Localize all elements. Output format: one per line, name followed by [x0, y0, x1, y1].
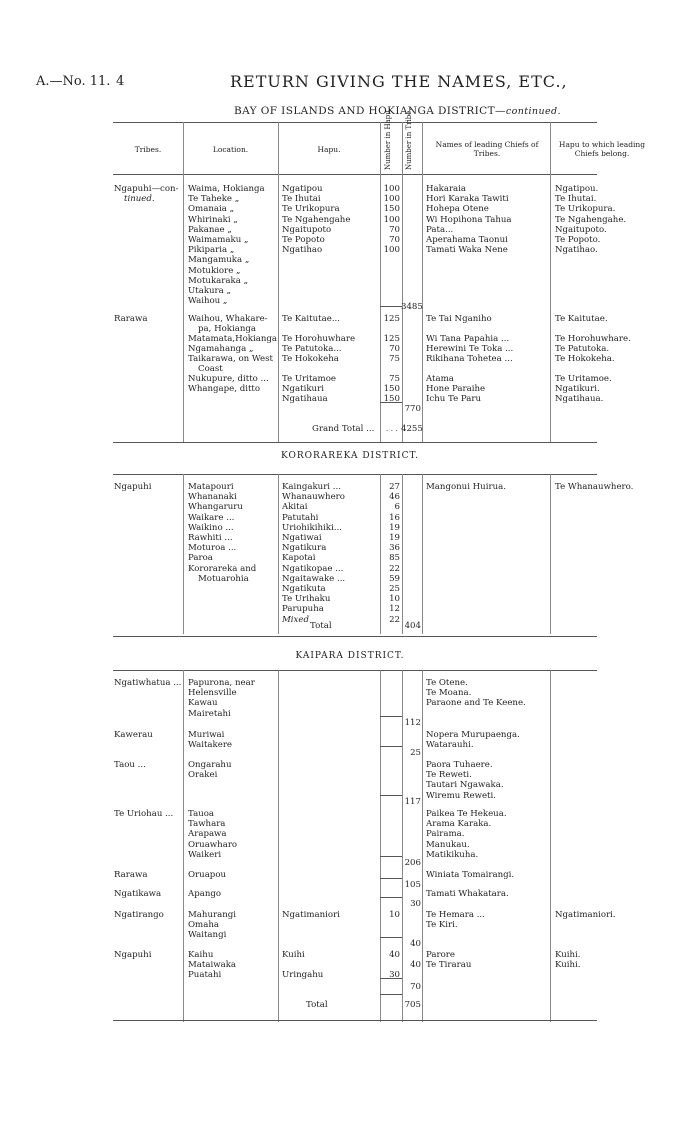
- chief-hapu: Kuihi.: [555, 960, 581, 970]
- col-divider: [278, 122, 279, 442]
- hapu-cell: Te Patutoka...: [282, 344, 342, 354]
- location-cell: Mahurangi: [188, 910, 237, 920]
- subtotal-rule: [380, 306, 402, 307]
- chief-name: Te Hemara ...: [426, 910, 485, 920]
- hapu-cell: Ngatikopae ...: [282, 563, 344, 574]
- location-cell: Omanaia „: [188, 204, 235, 215]
- location-cell: Te Taheke „: [188, 194, 240, 205]
- hapu-cell: Ngatikuri: [282, 384, 324, 394]
- chief-name: Herewini Te Toka ...: [426, 344, 514, 354]
- location-cell: Kawau: [188, 698, 218, 709]
- chief-hapu: Te Horohuwhare.: [555, 334, 631, 344]
- location-cell: Motuarohia: [198, 573, 249, 584]
- chief-name: Pairama.: [426, 829, 465, 840]
- chief-hapu: Ngatihao.: [555, 245, 598, 256]
- location-cell: Waitangi: [188, 930, 227, 941]
- location-cell: Paroa: [188, 553, 213, 564]
- location-cell: Pakanae „: [188, 224, 232, 235]
- hapu-number: 100: [383, 194, 400, 205]
- col-divider: [183, 474, 184, 634]
- chief-hapu: Kuihi.: [555, 950, 581, 960]
- tribe-name-cont: tinued.: [124, 194, 155, 204]
- chief-name: Te Moana.: [426, 688, 472, 699]
- tribe-total: 105: [404, 880, 421, 890]
- location-cell: Motukiore „: [188, 265, 241, 276]
- chief-name: Aperahama Taonui: [426, 235, 508, 245]
- location-cell: Taikarawa, on West: [188, 354, 273, 364]
- hapu-number: 10: [389, 910, 400, 920]
- hapu-number: 27: [389, 482, 400, 492]
- hapu-number: 150: [383, 204, 400, 215]
- subtotal-rule: [380, 856, 402, 857]
- tribe-name: Ngatikawa: [114, 889, 162, 899]
- chief-name: Ichu Te Paru: [426, 394, 482, 404]
- hapu-number: 85: [389, 553, 400, 564]
- location-cell: Coast: [198, 364, 223, 374]
- section-title: KAIPARA DISTRICT.: [295, 651, 405, 661]
- chief-hapu: Ngatikuri.: [555, 384, 600, 394]
- chief-name: Hone Paraihe: [426, 384, 486, 394]
- col-divider: [422, 670, 423, 1022]
- hapu-number: 19: [389, 522, 400, 533]
- location-cell: Kaihu: [188, 950, 214, 960]
- section-rule: [113, 474, 597, 475]
- hapu-cell: Ngatikura: [282, 543, 327, 554]
- col-header-num-tribe: Number in Tribe.: [405, 108, 413, 170]
- table-bottom-rule: [113, 1020, 597, 1021]
- hapu-number: 100: [383, 245, 400, 256]
- location-cell: Nukupure, ditto ...: [188, 374, 269, 384]
- hapu-number: 70: [389, 235, 400, 245]
- hapu-number: 16: [389, 512, 400, 523]
- page-title: RETURN GIVING THE NAMES, ETC.,: [230, 72, 568, 91]
- location-cell: Apango: [188, 889, 222, 899]
- hapu-cell: Mixed: [282, 614, 309, 625]
- hapu-number: 100: [383, 184, 400, 194]
- hapu-number: 59: [389, 573, 400, 584]
- chief-name: Mangonui Huirua.: [426, 482, 506, 492]
- header-bottom-rule: [113, 174, 597, 175]
- chief-name: Pata...: [426, 224, 454, 235]
- location-cell: Motukaraka „: [188, 275, 249, 286]
- location-cell: Matamata,Hokianga: [188, 334, 277, 344]
- hapu-cell: Te Hokokeha: [282, 354, 339, 364]
- location-cell: Moturoa ...: [188, 543, 237, 554]
- hapu-number: 25: [389, 584, 400, 594]
- tribe-total: 40: [410, 960, 421, 970]
- tribe-total: 40: [410, 939, 421, 949]
- location-cell: Tauoa: [188, 809, 215, 819]
- tribe-total: 112: [404, 718, 421, 728]
- location-cell: Oruapou: [188, 870, 227, 880]
- chief-hapu: Te Patutoka.: [555, 344, 610, 354]
- hapu-cell: Te Ngahengahe: [282, 214, 351, 225]
- hapu-cell: Ngaitawake ...: [282, 573, 346, 584]
- location-cell: Mangamuka „: [188, 255, 250, 266]
- hapu-cell: Ngatihaua: [282, 394, 328, 404]
- location-cell: Waihou, Whakare-: [188, 314, 268, 324]
- col-header-location: Location.: [212, 145, 249, 154]
- tribe-total: 770: [404, 404, 421, 414]
- subtotal-rule: [380, 937, 402, 938]
- hapu-cell: Te Urikopura: [282, 204, 340, 215]
- chief-name: Manukau.: [426, 839, 470, 850]
- hapu-cell: Te Ihutai: [282, 194, 321, 205]
- chief-name: Watarauhi.: [426, 740, 474, 751]
- chief-hapu: Ngatihaua.: [555, 394, 604, 404]
- col-divider: [550, 474, 551, 634]
- hapu-cell: Ngatiwai: [282, 533, 322, 543]
- col-header-hapu-belong: Hapu to which leading Chiefs belong.: [558, 140, 646, 158]
- subtitle-continued: continued.: [505, 106, 561, 117]
- tribe-total: 70: [410, 982, 421, 992]
- tribe-name: Te Uriohau ...: [114, 809, 174, 819]
- chief-name: Wi Tana Papahia ...: [426, 334, 510, 344]
- location-cell: Mataiwaka: [188, 960, 237, 971]
- chief-name: Atama: [426, 374, 454, 384]
- tribe-name: Ngatiwhatua ...: [114, 678, 182, 688]
- hapu-number: 22: [389, 563, 400, 574]
- hapu-number: 19: [389, 533, 400, 543]
- chief-name: Te Tirarau: [426, 960, 472, 970]
- hapu-cell: Te Urihaku: [282, 594, 331, 605]
- chief-hapu: Te Uritamoe.: [555, 374, 612, 384]
- tribe-total: 30: [410, 899, 421, 909]
- chief-name: Te Tai Nganiho: [426, 314, 492, 324]
- tribe-total: 25: [410, 748, 421, 758]
- total-label: Total: [306, 1000, 328, 1010]
- tribe-name: Ngatirango: [114, 910, 164, 920]
- chief-name: Wi Hopihona Tahua: [426, 214, 512, 225]
- col-divider: [183, 670, 184, 1022]
- tribe-total: 117: [404, 797, 421, 807]
- chief-name: Parore: [426, 950, 455, 960]
- subtotal-rule: [380, 402, 402, 403]
- tribe-name: Kawerau: [114, 730, 153, 740]
- hapu-number: 100: [383, 214, 400, 225]
- hapu-cell: Te Popoto: [282, 235, 325, 245]
- grand-total: 4255: [401, 424, 423, 434]
- section-title: KORORAREKA DISTRICT.: [280, 451, 420, 461]
- hapu-cell: Ngatikuta: [282, 584, 326, 594]
- chief-name: Paraone and Te Keene.: [426, 698, 526, 709]
- hapu-cell: Te Uritamoe: [282, 374, 336, 384]
- location-cell: Whirinaki „: [188, 214, 238, 225]
- chief-name: Hori Karaka Tawiti: [426, 194, 509, 205]
- tribe-total: 206: [404, 858, 421, 868]
- section-rule: [113, 670, 597, 671]
- location-cell: Waikino ...: [188, 522, 234, 533]
- location-cell: Waimamaku „: [188, 235, 249, 245]
- hapu-cell: Patutahi: [282, 512, 319, 523]
- hapu-cell: Te Horohuwhare: [282, 334, 356, 344]
- col-divider: [402, 474, 403, 634]
- district-subtitle: [234, 105, 561, 117]
- total-label: Total: [310, 621, 332, 631]
- location-cell: Ngamahanga „: [188, 344, 254, 354]
- col-divider: [422, 122, 423, 442]
- hapu-number: 46: [389, 492, 400, 503]
- tribe-name: Ngapuhi—con-: [114, 184, 179, 194]
- hapu-number: 30: [389, 970, 400, 980]
- col-divider: [550, 122, 551, 442]
- hapu-number: 40: [389, 950, 400, 960]
- hapu-number: 75: [389, 354, 400, 364]
- col-header-num-hapu: Number in Hapu.: [384, 108, 392, 170]
- subtotal-rule: [380, 746, 402, 747]
- hapu-number: 70: [389, 344, 400, 354]
- location-cell: pa, Hokianga: [198, 324, 256, 334]
- subtotal-rule: [380, 716, 402, 717]
- tribe-name: Ngapuhi: [114, 482, 152, 492]
- hapu-number: 36: [389, 543, 400, 554]
- subtitle-text: BAY OF ISLANDS AND HOKIANGA DISTRICT—: [234, 105, 506, 117]
- col-header-chiefs: Names of leading Chiefs of Tribes.: [435, 140, 539, 158]
- location-cell: Puatahi: [188, 970, 222, 981]
- col-divider: [550, 670, 551, 1022]
- tribe-name: Taou ...: [114, 760, 146, 770]
- hapu-number: 22: [389, 614, 400, 625]
- location-cell: Pikiparia „: [188, 245, 235, 256]
- section-total: 404: [404, 621, 421, 631]
- subtotal-rule: [380, 897, 402, 898]
- col-divider: [278, 474, 279, 634]
- chief-hapu: Te Popoto.: [555, 235, 601, 245]
- chief-hapu: Ngatipou.: [555, 184, 599, 194]
- location-cell: Omaha: [188, 920, 219, 931]
- subtotal-rule: [380, 978, 402, 979]
- chief-name: Paora Tuhaere.: [426, 760, 493, 770]
- col-divider: [278, 670, 279, 1022]
- tribe-total: 3485: [401, 302, 423, 312]
- chief-hapu: Te Hokokeha.: [555, 354, 615, 364]
- location-cell: Whananaki: [188, 492, 237, 503]
- chief-name: Tautari Ngawaka.: [426, 780, 504, 791]
- chief-name: Winiata Tomairangi.: [426, 870, 515, 880]
- location-cell: Tawhara: [188, 819, 226, 830]
- chief-name: Tamati Whakatara.: [426, 889, 509, 899]
- hapu-number: 6: [394, 502, 400, 513]
- section-rule: [113, 442, 597, 443]
- section-total: 705: [404, 1000, 421, 1010]
- location-cell: Whangaruru: [188, 502, 243, 513]
- hapu-cell: Ngatihao: [282, 245, 323, 256]
- location-cell: Muriwai: [188, 730, 225, 740]
- tribe-name: Ngapuhi: [114, 950, 152, 960]
- location-cell: Mairetahi: [188, 708, 231, 719]
- location-cell: Helensville: [188, 688, 237, 699]
- location-cell: Kororareka and: [188, 563, 257, 574]
- col-header-hapu: Hapu.: [317, 145, 341, 154]
- location-cell: Whangape, ditto: [188, 384, 261, 394]
- location-cell: Papurona, near: [188, 678, 255, 688]
- hapu-number: 12: [389, 604, 400, 615]
- hapu-cell: Whanauwhero: [282, 492, 345, 503]
- chief-hapu: Ngaitupoto.: [555, 224, 607, 235]
- hapu-number: 10: [389, 594, 400, 605]
- location-cell: Waikare ...: [188, 512, 235, 523]
- chief-name: Rikihana Tohetea ...: [426, 354, 513, 364]
- hapu-cell: Akitai: [282, 502, 308, 513]
- location-cell: Rawhiti ...: [188, 533, 233, 543]
- chief-hapu: Te Ngahengahe.: [555, 214, 627, 225]
- chief-name: Matikikuha.: [426, 849, 479, 860]
- location-cell: Waima, Hokianga: [188, 184, 265, 194]
- location-cell: Arapawa: [188, 829, 227, 840]
- hapu-cell: Te Kaitutae...: [282, 314, 341, 324]
- chief-name: Te Reweti.: [426, 770, 472, 781]
- chief-name: Tamati Waka Nene: [426, 245, 508, 256]
- hapu-cell: Ngatipou: [282, 184, 323, 194]
- chief-hapu: Te Urikopura.: [555, 204, 616, 215]
- subtotal-rule: [380, 878, 402, 879]
- hapu-number: 70: [389, 224, 400, 235]
- subtotal-rule: [380, 795, 402, 796]
- hapu-cell: Parupuha: [282, 604, 324, 615]
- chief-name: Hakaraia: [426, 184, 467, 194]
- location-cell: Matapouri: [188, 482, 234, 492]
- hapu-number: 150: [383, 394, 400, 404]
- chief-name: Te Otene.: [426, 678, 468, 688]
- document-reference: A.—No. 11.: [36, 74, 111, 89]
- location-cell: Waihou „: [188, 296, 228, 307]
- section-rule: [113, 636, 597, 637]
- location-cell: Waikeri: [188, 849, 222, 860]
- chief-hapu: Te Kaitutae.: [555, 314, 608, 324]
- location-cell: Utakura „: [188, 286, 231, 296]
- hapu-cell: Ngatimaniori: [282, 910, 340, 920]
- hapu-cell: Uringahu: [282, 970, 324, 980]
- col-header-tribes: Tribes.: [134, 145, 162, 154]
- chief-hapu: Te Whanauwhero.: [555, 482, 634, 492]
- tribe-name: Rarawa: [114, 870, 148, 880]
- chief-hapu: Te Ihutai.: [555, 194, 597, 205]
- hapu-cell: Kaingakuri ...: [282, 482, 341, 492]
- hapu-number: 125: [383, 314, 400, 324]
- chief-hapu: Ngatimaniori.: [555, 910, 616, 920]
- hapu-cell: Kapotai: [282, 553, 316, 564]
- dots: ...: [385, 424, 400, 434]
- tribe-name: Rarawa: [114, 314, 148, 324]
- chief-name: Arama Karaka.: [426, 819, 492, 830]
- chief-name: Te Kiri.: [426, 920, 458, 931]
- hapu-cell: Ngaitupoto: [282, 224, 332, 235]
- location-cell: Oruawharo: [188, 839, 238, 850]
- location-cell: Waitakere: [188, 740, 233, 751]
- hapu-number: 125: [383, 334, 400, 344]
- hapu-cell: Kuihi: [282, 950, 305, 960]
- chief-name: Paikea Te Hekeua.: [426, 809, 507, 819]
- hapu-number: 75: [389, 374, 400, 384]
- col-divider: [402, 122, 403, 442]
- hapu-cell: Uriohikihiki...: [282, 522, 342, 533]
- table-top-rule: [113, 122, 597, 123]
- location-cell: Orakei: [188, 770, 218, 781]
- location-cell: Ongarahu: [188, 760, 232, 770]
- chief-name: Hohepa Otene: [426, 204, 489, 215]
- col-divider: [422, 474, 423, 634]
- chief-name: Wiremu Reweti.: [426, 790, 496, 801]
- chief-name: Nopera Murupaenga.: [426, 730, 520, 740]
- subtotal-rule: [380, 994, 402, 995]
- grand-total-label: Grand Total ...: [312, 424, 375, 434]
- col-divider: [183, 122, 184, 442]
- page-number: 4: [116, 74, 125, 89]
- hapu-number: 150: [383, 384, 400, 394]
